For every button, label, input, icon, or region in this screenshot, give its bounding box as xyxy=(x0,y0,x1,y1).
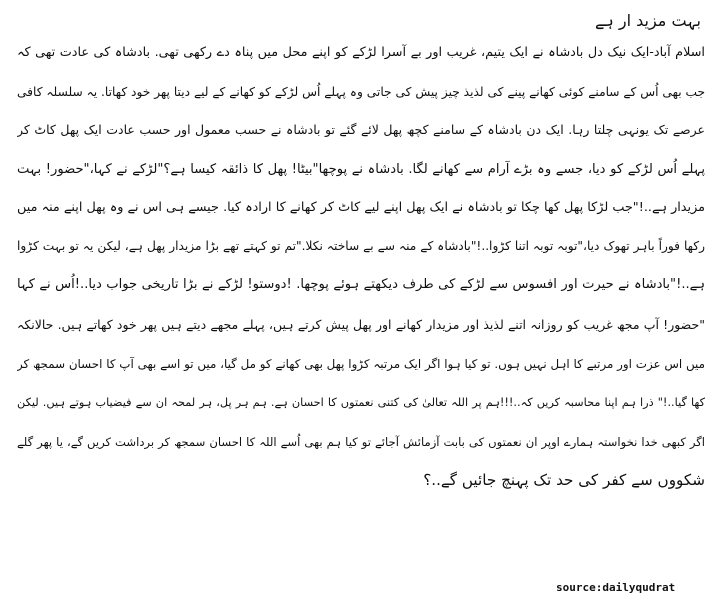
article-line-2: جب بھی اُس کے سامنے کوئی کھانے پینے کی لذیذ چیز پیش کی جاتی وہ پہلے اُس لڑکے کو کھانے کے لیے دیتا پھر خود کھاتا. یہ سلسلہ کافی xyxy=(17,85,705,99)
article-title: بہت مزید ار ہے xyxy=(595,11,701,30)
article-line-3: عرصے تک یونہی چلتا رہا. ایک دن بادشاہ کے سامنے کچھ پھل لائے گئے تو بادشاہ نے حسب معمول اور حسب عادت ایک پھل کاٹ کر xyxy=(17,122,705,137)
article-line-6: رکھا فوراً باہر تھوک دیا،"توبہ توبہ اتنا کڑوا..!"بادشاہ کے منہ سے بے ساختہ نکلا."تم تو کہتے تھے بڑا مزیدار پھل ہے، لیکن یہ تو بہت کڑوا xyxy=(17,239,705,253)
article-line-7: ہے..!"بادشاہ نے حیرت اور افسوس سے لڑکے کی طرف دیکھتے ہوئے پوچھا. !دوستو! لڑکے نے بڑا تاریخی جواب دیا..!اُس نے کہا xyxy=(17,277,705,292)
article-line-12: شکووں سے کفر کی حد تک پہنچ جائیں گے..؟ xyxy=(423,471,705,489)
source-credit: source:dailyqudrat xyxy=(556,581,676,594)
article-line-1: اسلام آباد-ایک نیک دل بادشاہ نے ایک یتیم، غریب اور بے آسرا لڑکے کو اپنے محل میں پناہ دے رکھی تھی. بادشاہ کی عادت تھی کہ xyxy=(17,45,705,60)
article-line-9: میں اس عزت اور مرتبے کا اہل نہیں ہوں. تو کیا ہوا اگر ایک مرتبہ کڑوا پھل بھی کھانے کو مل گیا، میں تو اسے بھی آپ کا احسان سمجھ کر xyxy=(17,357,705,371)
article-line-8: "حضور! آپ مجھ غریب کو روزانہ اتنے لذیذ اور مزیدار کھانے اور پھل پیش کرتے ہیں، پہلے مجھے دیتے ہیں پھر خود کھاتے ہیں. حالانکہ xyxy=(17,317,705,332)
article-line-5: مزیدار ہے..!"جب لڑکا پھل کھا چکا تو بادشاہ نے ایک پھل اپنے لیے کاٹ کر کھانے کا ارادہ کیا. جیسے ہی اس نے وہ پھل اپنے منہ میں xyxy=(17,200,705,215)
article-line-10: کھا گیا..!" ذرا ہم اپنا محاسبہ کریں کہ..!!!ہم پر اللہ تعالیٰ کی کتنی نعمتوں کا احسان ہے. ہم ہر پل، ہر لمحہ ان سے فیضیاب ہوتے ہیں. لیکن xyxy=(17,396,705,409)
article-line-11: اگر کبھی خدا نخواستہ ہمارے اوپر ان نعمتوں کی بابت آزمائش آجائے تو کیا ہم بھی اُسے اللہ کا احسان سمجھ کر برداشت کریں گے، یا پھر گلے xyxy=(17,435,705,449)
article-line-4: پہلے اُس لڑکے کو دیا، جسے وہ بڑے آرام سے کھانے لگا. بادشاہ نے پوچھا"بیٹا! پھل کا ذائقہ کیسا ہے؟"لڑکے نے کہا،"حضور! بہت xyxy=(17,162,705,177)
